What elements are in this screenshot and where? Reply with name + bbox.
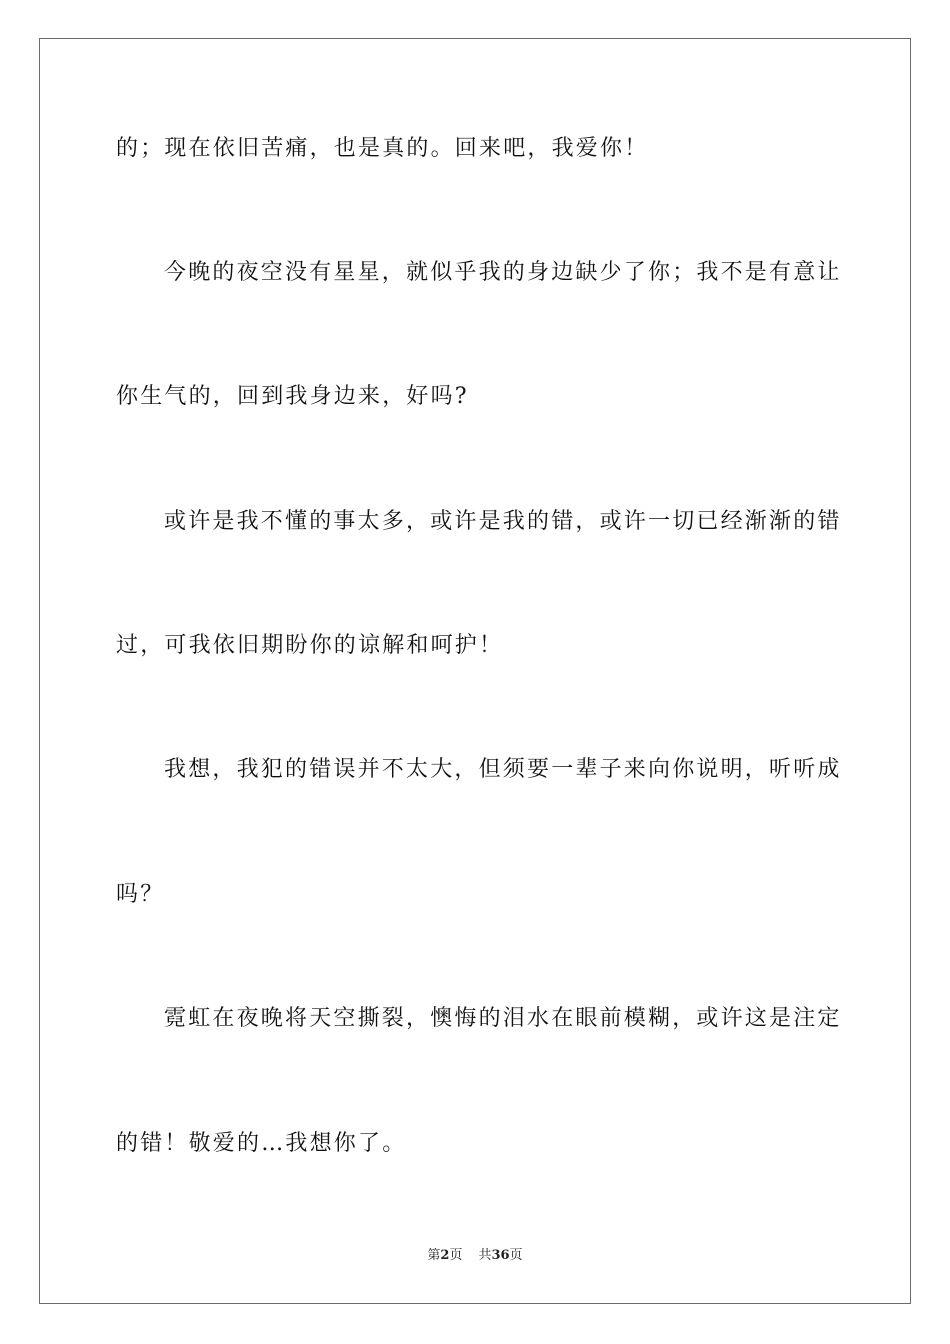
text-line-9: 的错！敬爱的…我想你了。 xyxy=(116,1131,407,1156)
text-line-2: 今晚的夜空没有星星，就似乎我的身边缺少了你；我不是有意让 xyxy=(164,260,842,285)
page-frame xyxy=(39,38,911,1304)
page-number: 2 xyxy=(440,1248,450,1263)
text-line-7: 吗？ xyxy=(116,882,165,907)
text-line-1: 的；现在依旧苦痛，也是真的。回来吧，我爱你！ xyxy=(116,136,649,161)
text-line-5: 过，可我依旧期盼你的谅解和呵护！ xyxy=(116,633,504,658)
text-line-6: 我想，我犯的错误并不太大，但须要一辈子来向你说明，听听成 xyxy=(164,757,842,782)
page-prefix: 第 xyxy=(427,1248,441,1263)
text-line-4: 或许是我不懂的事太多，或许是我的错，或许一切已经渐渐的错 xyxy=(164,509,842,534)
total-pages: 36 xyxy=(491,1248,510,1263)
page-suffix: 页 xyxy=(449,1248,463,1263)
total-suffix: 页 xyxy=(509,1248,523,1263)
total-prefix: 共 xyxy=(478,1248,492,1263)
page-footer xyxy=(0,1247,950,1265)
text-line-8: 霓虹在夜晚将天空撕裂，懊悔的泪水在眼前模糊，或许这是注定 xyxy=(164,1006,842,1031)
text-line-3: 你生气的，回到我身边来，好吗? xyxy=(116,384,469,409)
